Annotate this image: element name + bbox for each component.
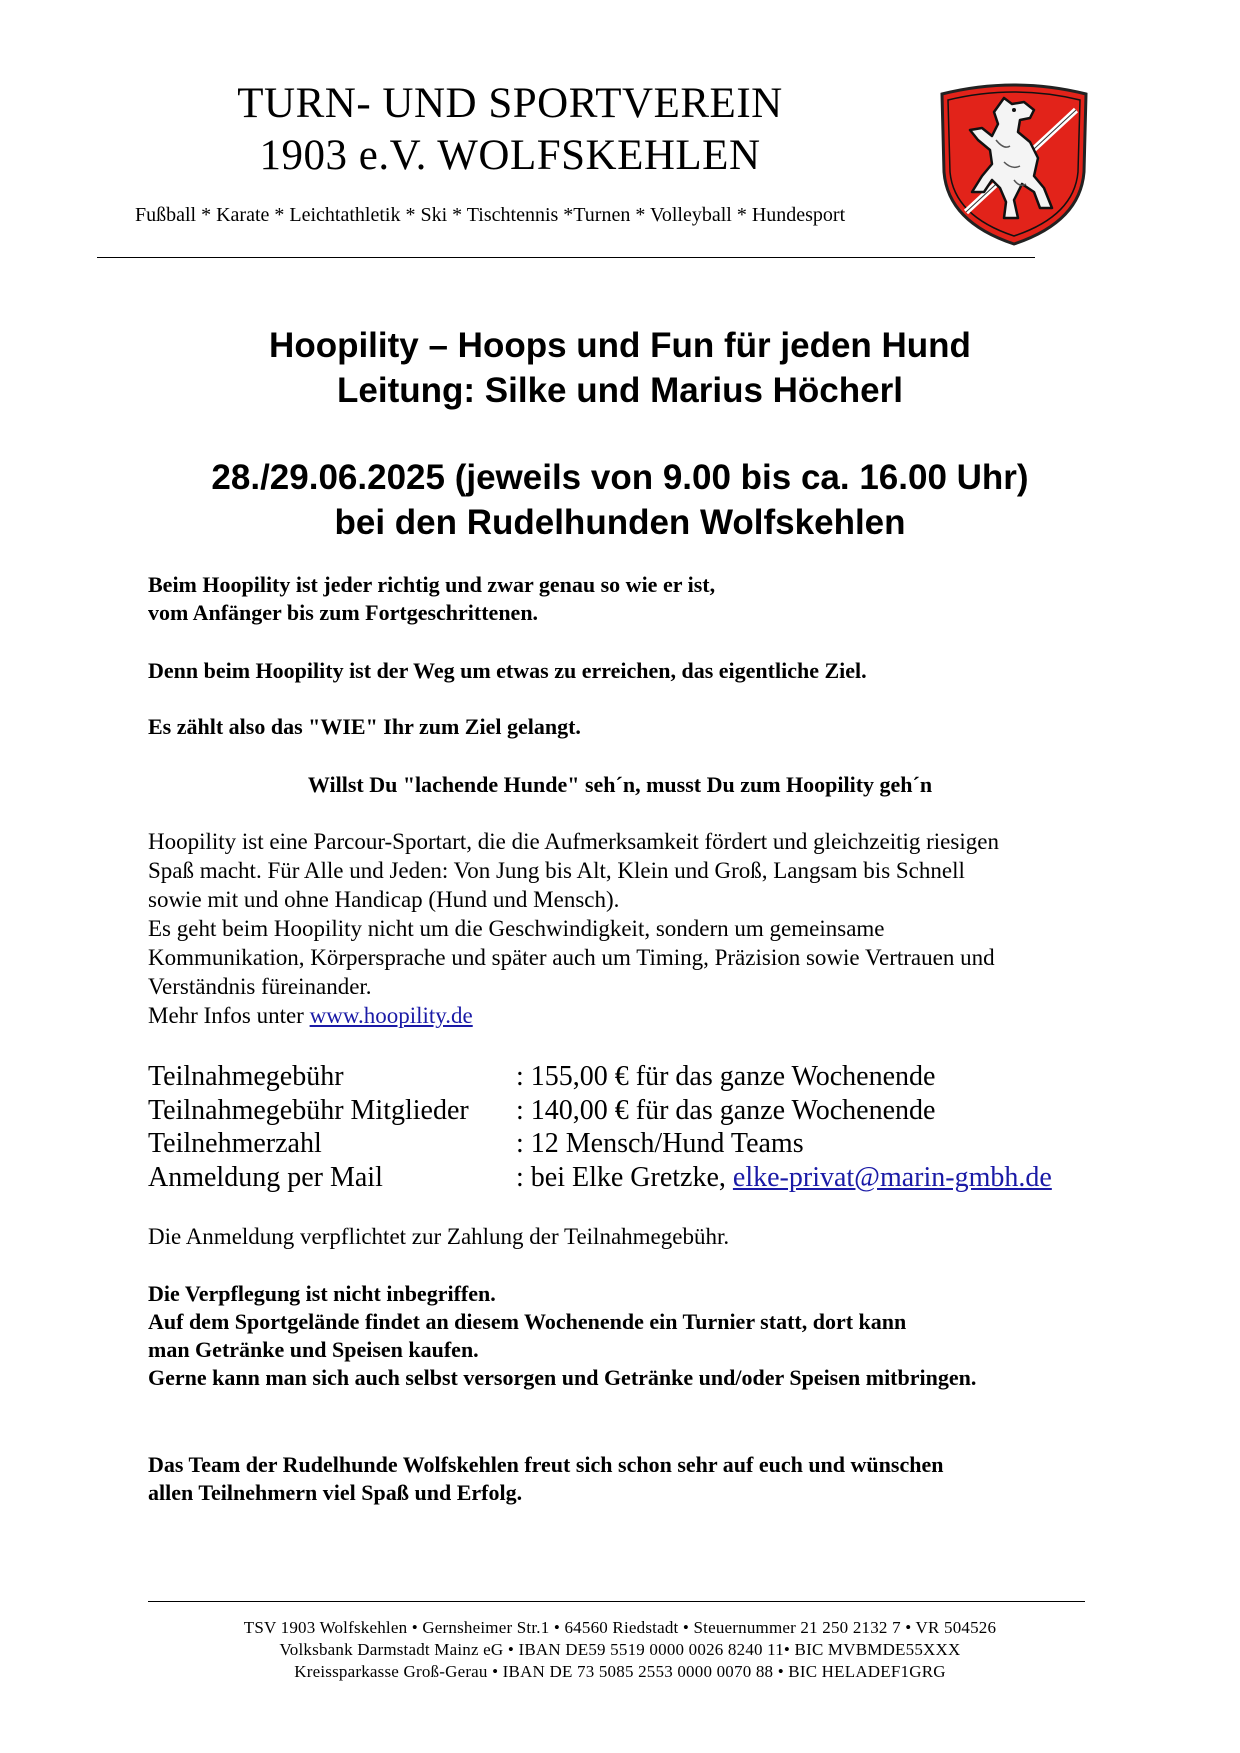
fee-value: : 140,00 € für das ganze Wochenende xyxy=(516,1094,936,1126)
description-line: Kommunikation, Körpersprache und später auch um Timing, Präzision sowie Vertrauen und xyxy=(148,945,995,970)
fee-value: : 155,00 € für das ganze Wochenende xyxy=(516,1061,936,1092)
intro-paragraph-1 xyxy=(148,571,715,627)
fee-label: Teilnahmegebühr xyxy=(148,1061,344,1092)
wolf-crest-icon xyxy=(934,80,1094,246)
registration-prefix: : bei Elke Gretzke, xyxy=(516,1161,733,1193)
closing-line: allen Teilnehmern viel Spaß und Erfolg. xyxy=(148,1480,523,1505)
description-line: Verständnis füreinander. xyxy=(148,974,372,999)
description-line: Spaß macht. Für Alle und Jeden: Von Jung bis Alt, Klein und Groß, Langsam bis Schnell xyxy=(148,858,965,883)
obligation-note: Die Anmeldung verpflichtet zur Zahlung der Teilnahmegebühr. xyxy=(148,1224,730,1249)
org-name-line1: TURN- UND SPORTVEREIN xyxy=(237,80,783,127)
footer-divider xyxy=(148,1601,1085,1602)
footer-bank-2: Kreissparkasse Groß-Gerau • IBAN DE 73 5085 2553 0000 0070 88 • BIC HELADEF1GRG xyxy=(294,1662,946,1681)
catering-line: Die Verpflegung ist nicht inbegriffen. xyxy=(148,1281,496,1306)
description xyxy=(148,827,999,1030)
description-line: Es geht beim Hoopility nicht um die Geschwindigkeit, sondern um gemeinsame xyxy=(148,916,885,941)
description-line: Hoopility ist eine Parcour-Sportart, die die Aufmerksamkeit fördert und gleichzeitig riesigen xyxy=(148,829,999,854)
fee-row xyxy=(148,1127,1052,1161)
event-title xyxy=(0,323,1240,413)
closing-line: Das Team der Rudelhunde Wolfskehlen freut sich schon sehr auf euch und wünschen xyxy=(148,1452,944,1477)
footer xyxy=(0,1617,1240,1683)
sports-list: Fußball * Karate * Leichtathletik * Ski * Tischtennis *Turnen * Volleyball * Hundesport xyxy=(135,204,846,226)
footer-address: TSV 1903 Wolfskehlen • Gernsheimer Str.1 • 64560 Riedstadt • Steuernummer 21 250 2132 7 • VR 504526 xyxy=(243,1618,997,1637)
more-info-line xyxy=(148,1001,999,1030)
catering-line: Auf dem Sportgelände findet an diesem Wochenende ein Turnier statt, dort kann xyxy=(148,1309,907,1334)
fee-value: : 12 Mensch/Hund Teams xyxy=(516,1128,804,1159)
catering-paragraph xyxy=(148,1280,976,1392)
intro-p1-line2: vom Anfänger bis zum Fortgeschrittenen. xyxy=(148,600,539,625)
fee-row xyxy=(148,1094,1052,1128)
header-divider xyxy=(97,257,1035,258)
fee-table xyxy=(148,1060,1052,1194)
registration-email-link[interactable]: elke-privat@marin-gmbh.de xyxy=(732,1161,1052,1193)
catering-line: Gerne kann man sich auch selbst versorgen und Getränke und/oder Speisen mitbringen. xyxy=(148,1365,977,1390)
registration-row xyxy=(148,1161,1052,1195)
org-name-line2: 1903 e.V. WOLFSKEHLEN xyxy=(259,132,761,179)
event-date-block xyxy=(0,455,1240,545)
fee-label: Teilnahmegebühr Mitglieder xyxy=(148,1094,469,1126)
event-date: 28./29.06.2025 (jeweils von 9.00 bis ca. 16.00 Uhr) xyxy=(211,458,1029,497)
event-leaders: Leitung: Silke und Marius Höcherl xyxy=(337,371,903,410)
closing-paragraph xyxy=(148,1451,943,1507)
hoopility-link[interactable]: www.hoopility.de xyxy=(309,1003,473,1028)
fee-row xyxy=(148,1060,1052,1094)
slogan: Willst Du "lachende Hunde" seh´n, musst Du zum Hoopility geh´n xyxy=(307,772,933,797)
event-title-line1: Hoopility – Hoops und Fun für jeden Hund xyxy=(269,326,971,365)
registration-value xyxy=(516,1161,1052,1195)
intro-paragraph-2: Denn beim Hoopility ist der Weg um etwas zu erreichen, das eigentliche Ziel. xyxy=(148,658,867,683)
catering-line: man Getränke und Speisen kaufen. xyxy=(148,1337,479,1362)
footer-bank-1: Volksbank Darmstadt Mainz eG • IBAN DE59 5519 0000 0026 8240 11• BIC MVBMDE55XXX xyxy=(279,1640,961,1659)
event-location: bei den Rudelhunden Wolfskehlen xyxy=(334,503,906,542)
description-line: sowie mit und ohne Handicap (Hund und Mensch). xyxy=(148,887,620,912)
fee-label: Teilnehmerzahl xyxy=(148,1128,322,1159)
intro-p1-line1: Beim Hoopility ist jeder richtig und zwar genau so wie er ist, xyxy=(148,572,716,597)
registration-label: Anmeldung per Mail xyxy=(148,1161,383,1193)
intro-paragraph-3: Es zählt also das "WIE" Ihr zum Ziel gelangt. xyxy=(148,714,581,739)
more-info-prefix: Mehr Infos unter xyxy=(148,1003,310,1028)
